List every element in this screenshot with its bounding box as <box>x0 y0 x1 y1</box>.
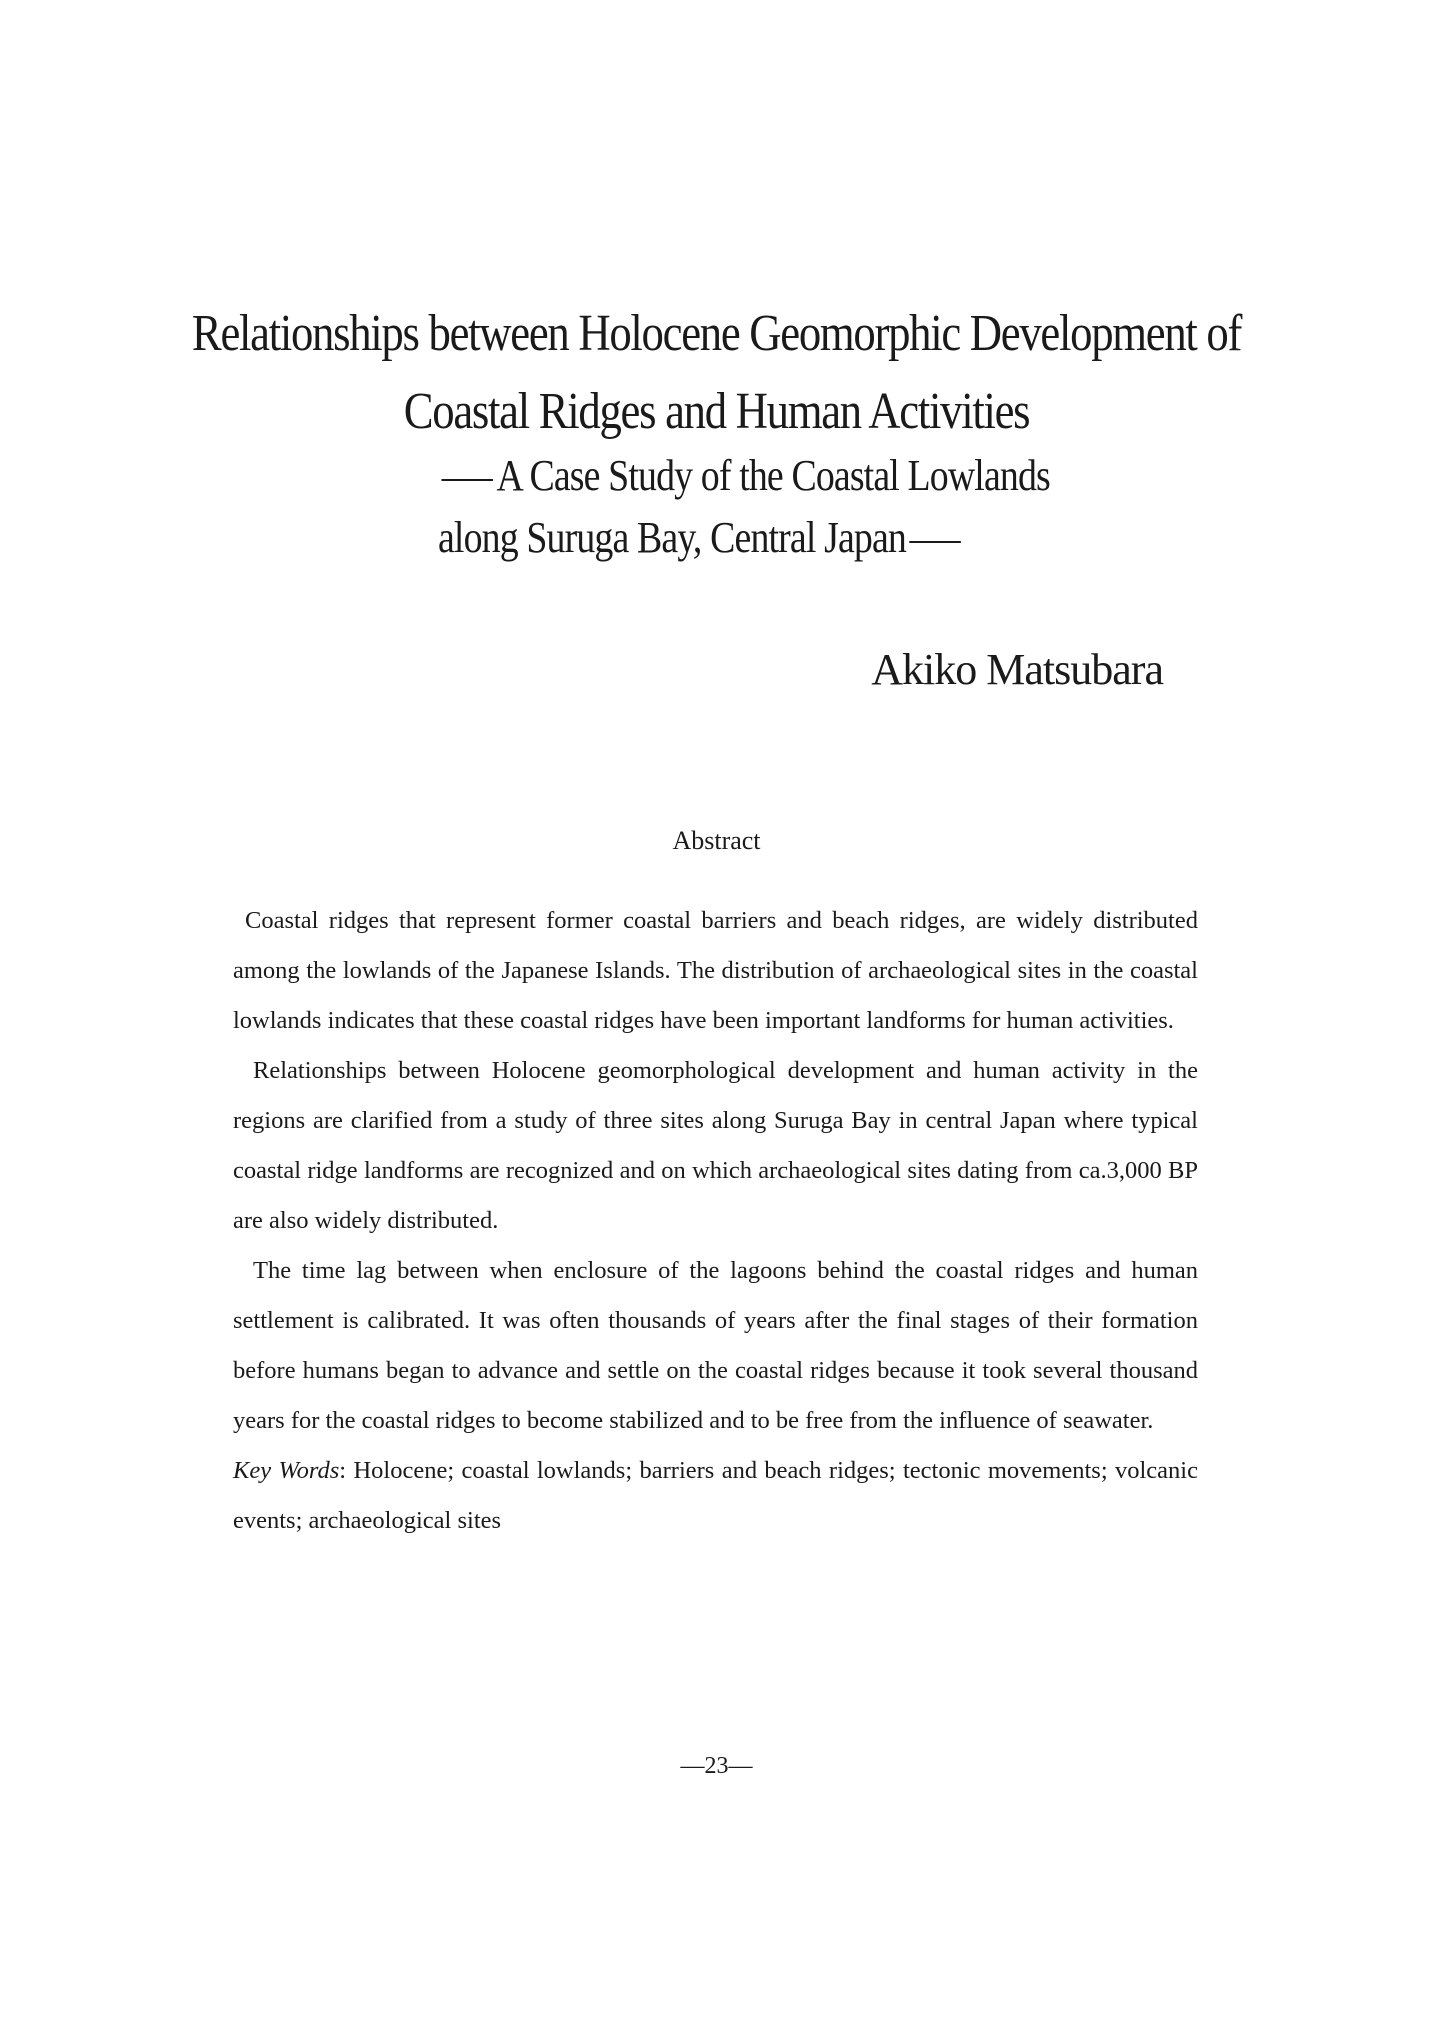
paper-title <box>0 295 1433 451</box>
abstract-paragraph-1: Coastal ridges that represent former coastal barriers and beach ridges, are widely distributed among the lowlands of the Japanese Islands. The distribution of archaeological sites in the coastal lowlands indicates that these coastal ridges have been important landforms for human activities. <box>233 907 1198 1034</box>
page-number: —23— <box>680 1753 753 1779</box>
subtitle-line-2-row <box>438 507 954 569</box>
keywords-label: Key Words <box>233 1457 340 1484</box>
keywords <box>233 1446 1198 1546</box>
abstract-heading: Abstract <box>672 826 761 855</box>
author-name: Akiko Matsubara <box>871 645 1163 694</box>
abstract-paragraph-2: Relationships between Holocene geomorphological development and human activity in the regions are clarified from a study of three sites along Suruga Bay in central Japan where typical coastal ridge landforms are recognized and on which archaeological sites dating from ca.3,000 BP are also widely distributed. <box>233 1057 1198 1234</box>
keywords-text: : Holocene; coastal lowlands; barriers and beach ridges; tectonic movements; volcanic events; archaeological sites <box>233 1457 1198 1534</box>
abstract-body <box>233 896 1198 1546</box>
title-line-1: Relationships between Holocene Geomorphic Development of <box>191 305 1242 362</box>
subtitle-line-1: A Case Study of the Coastal Lowlands <box>496 451 1050 500</box>
paper-subtitle <box>438 445 1050 569</box>
subtitle-trailing-dash <box>909 541 961 543</box>
subtitle-leading-dash <box>441 479 493 481</box>
abstract-paragraph-3: The time lag between when enclosure of the lagoons behind the coastal ridges and human settlement is calibrated. It was often thousands of years after the final stages of their formation before humans began to advance and settle on the coastal ridges because it took several thousand years for the coastal ridges to become stabilized and to be free from the influence of seawater. <box>233 1257 1198 1434</box>
subtitle-line-1-row <box>438 445 1050 507</box>
title-line-2: Coastal Ridges and Human Activities <box>403 383 1030 440</box>
subtitle-line-2: along Suruga Bay, Central Japan <box>438 513 906 562</box>
